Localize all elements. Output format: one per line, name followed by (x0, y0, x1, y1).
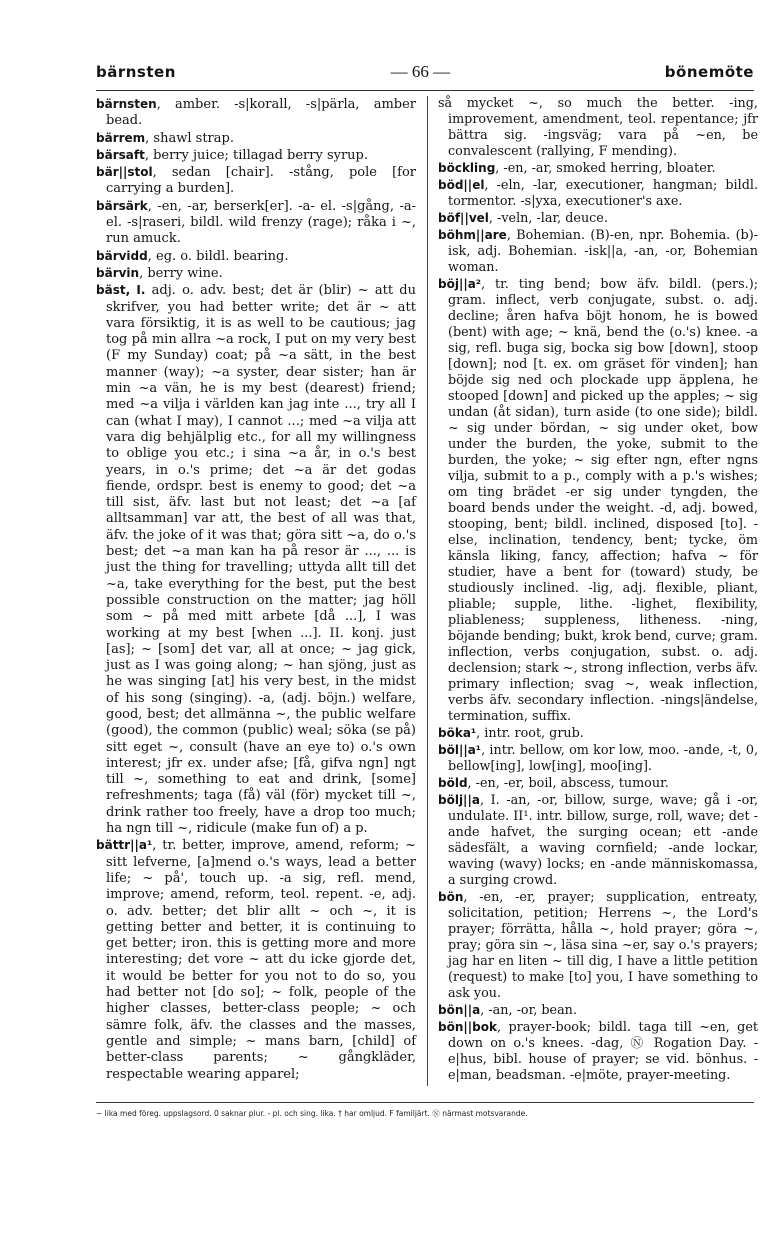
page-header (96, 62, 754, 86)
entry-text: , tr. better, improve, amend, reform; ~ sitt lefverne, [a]mend o.'s ways, lead a better life; ~ på', touch up. -a sig, refl. mend, improve; amend, reform, teol. repent. -e, adj. o. adv. better; det blir allt ~ och ~, it is getting better and better, it is continuing to get better; iron. this is getting more and more interesting; det vore ~ att du icke gjorde det, it would be better for you not to do so, you had better not [do so]; ~ folk, people of the higher classes, better-class people; ~ och sämre folk, äfv. the classes and the masses, gentle and simple; ~ mans barn, [child] of better-class parents; ~ gångkläder, respectable wearing apparel; (106, 838, 416, 1082)
entry-headword: bättr||a¹ (96, 838, 153, 853)
entry-text: , intr. bellow, om kor low, moo. -ande, -t, 0, bellow[ing], low[ing], moo[ing]. (448, 743, 758, 774)
entry-text: , amber. -s|korall, -s|pärla, amber bead. (106, 97, 416, 129)
entry-text: , -an, -or, bean. (480, 1003, 577, 1018)
entry-text: , -en, -er, prayer; supplication, entreaty, solicitation, petition; Herrens ~, the Lord's prayer; förrätta, hålla ~, hold prayer; göra ~, pray; göra sin ~, läsa sina ~er, say o.'s prayers; jag har en liten ~ till dig, I have a little petition (request) to make [to] you, I have something to ask you. (448, 890, 758, 1001)
dictionary-entry (438, 792, 758, 889)
page-number: — 66 — (390, 62, 451, 81)
entry-text: , Bohemian. (B)-en, npr. Bohemia. (b)-isk, adj. Bohemian. -isk||a, -an, -or, Bohemian woman. (448, 228, 758, 275)
dictionary-entry (438, 177, 758, 210)
entry-headword: bölj||a (438, 793, 480, 807)
entry-headword: bön||bok (438, 1020, 497, 1034)
entry-headword: bär||stol (96, 165, 153, 180)
entry-headword: bärsaft (96, 147, 145, 162)
dictionary-entry (96, 147, 416, 164)
entry-text: , berry juice; tillagad berry syrup. (144, 147, 368, 163)
footer-rule (96, 1102, 754, 1103)
dictionary-entry (438, 227, 758, 276)
entry-headword: bärsärk (96, 198, 148, 213)
dictionary-columns (96, 96, 756, 1096)
entry-text: , intr. root, grub. (476, 726, 584, 741)
entry-text: , sedan [chair]. -stång, pole [for carrying a burden]. (106, 165, 416, 197)
dictionary-entry (438, 775, 758, 792)
entry-text: , prayer-book; bildl. taga till ~en, get down on o.'s knees. -dag, Ⓝ Rogation Day. -e|hus, bibl. house of prayer; se vid. bönhus. -e|man, beadsman. -e|möte, prayer-meeting. (448, 1020, 758, 1083)
dictionary-entry (438, 160, 758, 177)
entry-headword: bärnsten (96, 97, 157, 111)
dictionary-entry (96, 248, 416, 265)
dictionary-entry (438, 96, 758, 160)
entry-text: , -eln, -lar, executioner, hangman; bildl. tormentor. -s|yxa, executioner's axe. (448, 178, 758, 209)
entry-headword: böhm||are (438, 228, 507, 242)
dictionary-entry (96, 96, 416, 130)
entry-headword: bärvin (96, 265, 140, 280)
entry-text: så mycket ~, so much the better. -ing, improvement, amendment, teol. repentance; jfr bättra sig. -ingsväg; vara på ~en, be convalescent (rallying, F mending). (438, 96, 758, 159)
column-divider (427, 96, 428, 1086)
dictionary-entry (96, 198, 416, 248)
entry-headword: bärvidd (96, 248, 148, 263)
dictionary-entry (438, 210, 758, 227)
entry-headword: bärrem (96, 130, 146, 145)
entry-headword: böld (438, 776, 468, 790)
dictionary-entry (96, 837, 416, 1082)
dictionary-entry (438, 742, 758, 775)
header-rule (96, 90, 754, 91)
header-right-guide-word: bönemöte (664, 63, 754, 81)
entry-headword: böckling (438, 161, 496, 175)
entry-text: , -en, -er, boil, abscess, tumour. (467, 776, 669, 791)
entry-text: , I. -an, -or, billow, surge, wave; gå i -or, undulate. II¹. intr. billow, surge, roll, wave; det -ande hafvet, the surging ocean; ett -ande sädesfält, a waving cornfield; -ande lockar, waving (wavy) locks; en -ande människomassa, a surging crowd. (448, 793, 758, 888)
entry-headword: böj||a² (438, 277, 482, 291)
entry-headword: böf||vel (438, 211, 489, 225)
abbreviation-key: ~ lika med föreg. uppslagsord. 0 saknar plur. - pl. och sing. lika. † har omljud. F familjärt. Ⓝ närmast motsvarande. (96, 1109, 528, 1118)
entry-headword: bön||a (438, 1003, 481, 1017)
right-column (438, 96, 758, 1084)
entry-text: adj. o. adv. best; det är (blir) ~ att du skrifver, you had better write; det är ~ att vara försiktig, it is as well to be cautious; jag tog på min allra ~a rock, I put on my very best (F my Sunday) coat; på ~a sätt, in the best manner (way); ~a syster, dear sister; han är min ~a vän, he is my best (dearest) friend; med ~a vilja i världen kan jag inte ..., try all I can (what I may), I cannot ...; med ~a vilja att vara dig behjälplig etc., for all my willingness to oblige you etc.; i sina ~a år, in o.'s best years, in o.'s prime; det ~a är det godas fiende, ordspr. best is enemy to good; det ~a till sist, äfv. last but not least; det ~a [af alltsamman] var att, the best of all was that, äfv. the joke of it was that; göra sitt ~a, do o.'s best; det ~a man kan ha på resor är ..., ... is just the thing for travelling; uttyda allt till det ~a, take everything for the best, put the best possible construction on the matter; jag höll som ~ på med mitt arbete [då ...], I was working at my best [when ...]. II. konj. just [as]; ~ [som] det var, all at once; ~ jag gick, just as I was going along; ~ han sjöng, just as he was singing [at] his very best, in the midst of his song (singing). -a, (adj. böjn.) welfare, good, best; det allmänna ~, the public welfare (good), the common (public) weal; söka (se på) sitt eget ~, consult (have an eye to) o.'s own interest; jfr ex. under afse; [få, gifva ngn] ngt till ~, something to eat and drink, [some] refreshments; taga (få) väl (för) mycket till ~, drink rather too freely, have a drop too much; ha ngn till ~, ridicule (make fun of) a p. (106, 283, 417, 837)
dictionary-entry (96, 282, 416, 837)
entry-headword: böl||a¹ (438, 743, 482, 757)
dictionary-entry (96, 164, 416, 198)
entry-text: , eg. o. bildl. bearing. (147, 248, 289, 264)
dictionary-entry (96, 130, 416, 147)
entry-headword: böd||el (438, 178, 485, 192)
entry-headword: bäst, I. (96, 283, 146, 298)
entry-headword: böka¹ (438, 726, 477, 740)
dictionary-entry (96, 265, 416, 282)
header-left-guide-word: bärnsten (96, 63, 176, 81)
dictionary-entry (438, 1002, 758, 1019)
dictionary-entry (438, 276, 758, 725)
entry-text: , tr. ting bend; bow äfv. bildl. (pers.); gram. inflect, verb conjugate, subst. o. adj. decline; åren hafva böjt honom, he is bowed (bent) with age; ~ knä, bend the (o.'s) knee. -a sig, refl. buga sig, bocka sig bow [down], stoop [down]; nod [t. ex. om gräset för vinden]; han böjde sig ned och plockade upp äpplena, he stooped [down] and picked up the apples; ~ sig undan (åt sidan), turn aside (to one side); bildl. ~ sig under bördan, ~ sig under oket, bow under the burden, the yoke, submit to the burden, the yoke; ~ sig efter ngn, efter ngns vilja, submit to a p., comply with a p.'s wishes; om ting brädet -er sig under tyngden, the board bends under the weight. -d, adj. bowed, stooping, bent; bildl. inclined, disposed [to]. -else, inclination, tendency, bent; tycke, öm känsla liking, fancy, affection; hafva ~ för studier, have a bent for (toward) study, be studiously inclined. -lig, adj. flexible, pliant, pliable; supple, lithe. -lighet, flexibility, pliableness; suppleness, litheness. -ning, böjande bending; bukt, krok bend, curve; gram. inflection, verbs conjugation, subst. o. adj. declension; stark ~, strong inflection, verbs äfv. primary inflection; svag ~, weak inflection, verbs äfv. secondary inflection. -nings|ändelse, termination, suffix. (448, 277, 758, 724)
entry-text: , shawl strap. (145, 130, 234, 146)
left-column (96, 96, 416, 1083)
dictionary-entry (438, 1019, 758, 1084)
entry-text: , -en, -ar, smoked herring, bloater. (495, 161, 716, 176)
dictionary-entry (438, 725, 758, 742)
entry-text: , -en, -ar, berserk[er]. -a- el. -s|gång, -a- el. -s|raseri, bildl. wild frenzy (rage); råka i ~, run amuck. (106, 198, 416, 247)
entry-headword: bön (438, 890, 464, 904)
dictionary-entry (438, 889, 758, 1002)
entry-text: , berry wine. (139, 265, 223, 281)
entry-text: , -veln, -lar, deuce. (488, 211, 608, 226)
